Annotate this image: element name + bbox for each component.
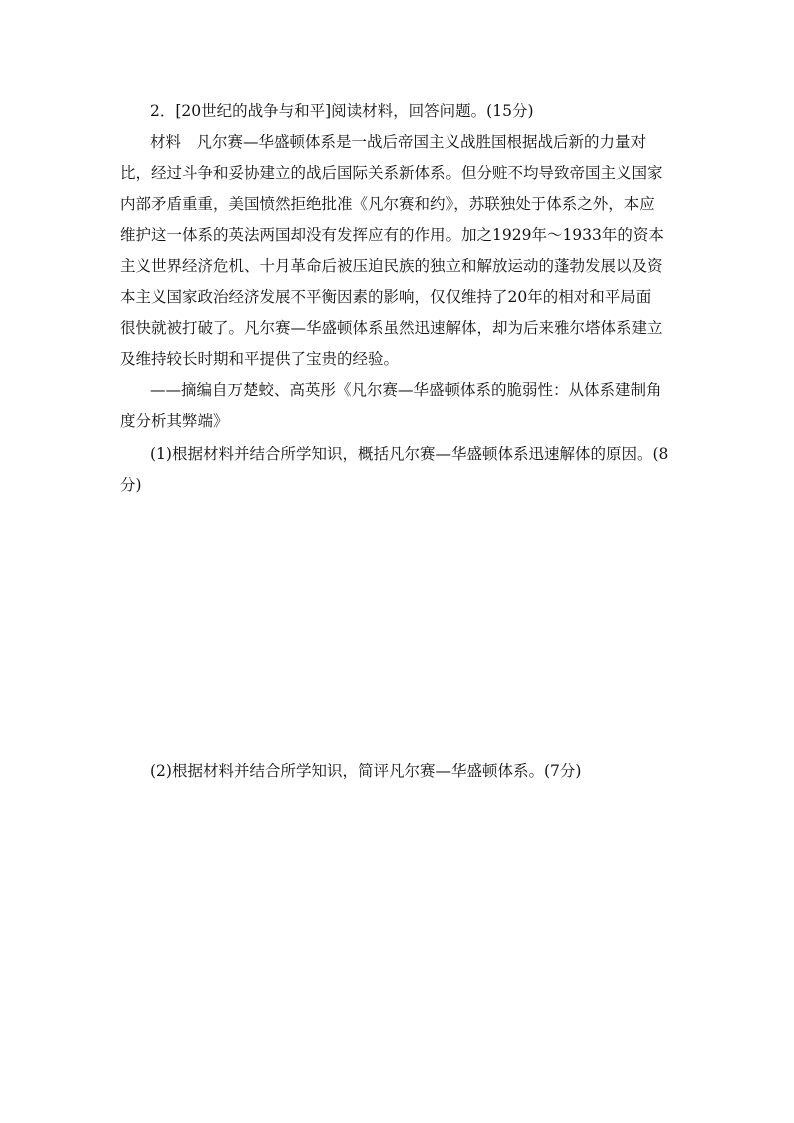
material-line-1: 材料 凡尔赛—华盛顿体系是一战后帝国主义战胜国根据战后新的力量对 [150, 133, 647, 151]
subquestion-2: (2)根据材料并结合所学知识，简评凡尔赛—华盛顿体系。(7分) [150, 762, 582, 780]
subquestion-1-line-2: 分) [120, 476, 142, 494]
source-citation-line-1: ——摘编自万楚蛟、高英彤《凡尔赛—华盛顿体系的脆弱性：从体系建制角 [150, 381, 662, 399]
material-line-8: 及维持较长时期和平提供了宝贵的经验。 [120, 350, 400, 368]
answer-space-1[interactable] [120, 505, 680, 755]
material-line-4: 维护这一体系的英法两国却没有发挥应有的作用。加之1929年～1933年的资本 [120, 226, 664, 244]
material-line-5: 主义世界经济危机、十月革命后被压迫民族的独立和解放运动的蓬勃发展以及资 [120, 257, 663, 275]
material-line-3: 内部矛盾重重，美国愤然拒绝批准《凡尔赛和约》，苏联独处于体系之外，本应 [120, 195, 655, 213]
source-citation-line-2: 度分析其弊端》 [120, 412, 229, 430]
material-line-2: 比，经过斗争和妥协建立的战后国际关系新体系。但分赃不均导致帝国主义国家 [120, 164, 663, 182]
subquestion-1-line-1: (1)根据材料并结合所学知识，概括凡尔赛—华盛顿体系迅速解体的原因。(8 [150, 445, 669, 463]
material-line-7: 很快就被打破了。凡尔赛—华盛顿体系虽然迅速解体，却为后来雅尔塔体系建立 [120, 319, 663, 337]
material-line-6: 本主义国家政治经济发展不平衡因素的影响，仅仅维持了20年的相对和平局面 [120, 288, 652, 306]
question-heading: 2．[20世纪的战争与和平]阅读材料，回答问题。(15分) [150, 102, 534, 120]
answer-space-2[interactable] [120, 795, 680, 1095]
